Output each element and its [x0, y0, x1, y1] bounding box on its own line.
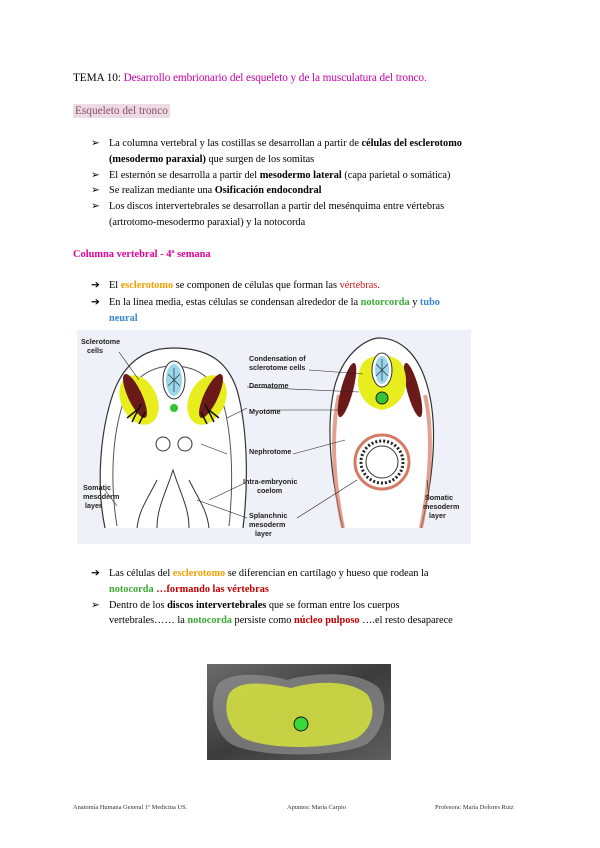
list-item [91, 168, 531, 184]
item-text: La columna vertebral y las costillas se desarrollan a partir de [109, 138, 362, 149]
item-text: y [409, 296, 420, 308]
term-esclerotomo: esclerotomo [172, 568, 226, 579]
list-item [91, 598, 531, 630]
item-text: ….el resto desaparece [359, 615, 453, 627]
term-tubo: tubo [419, 296, 440, 308]
left-notochord [170, 404, 178, 412]
item-bold: células del esclerotomo [361, 138, 462, 149]
item-text: (artrotomo-mesodermo paraxial) y la notocorda [109, 216, 306, 228]
list-item [91, 183, 531, 199]
term-esclerotomo: esclerotomo [120, 280, 174, 291]
item-text: Los discos intervertebrales se desarrollan a partir del mesénquima entre vértebras [109, 201, 445, 213]
term-neural: neural [109, 312, 138, 324]
left-neural-tube [163, 361, 185, 399]
item-bold: (mesodermo paraxial) [109, 153, 206, 165]
label-cells: cells [87, 346, 103, 355]
label-intra-embryonic: Intra-embryonic [243, 477, 298, 486]
footer-center: Apuntes: María Carpio [287, 804, 346, 811]
bullet-list-esqueleto [91, 136, 531, 231]
label-splanchnic-3: layer [255, 529, 272, 538]
label-splanchnic-2: mesoderm [249, 520, 286, 529]
right-notochord [376, 392, 388, 404]
item-bold: mesodermo lateral [259, 169, 342, 181]
list-item [91, 566, 531, 598]
label-somatic-left-1: Somatic [83, 483, 111, 492]
term-notocorda: notocorda [109, 583, 154, 595]
right-neural-tube [372, 353, 392, 387]
label-nephrotome: Nephrotome [249, 447, 292, 456]
section-heading-esqueleto: Esqueleto del tronco [75, 105, 168, 117]
item-text: se diferencian en cartílago y hueso que rodean la [225, 568, 429, 579]
title-text: Desarrollo embrionario del esqueleto y de la musculatura del tronco. [123, 72, 427, 84]
footer-left: Anatomía Humana General 1º Medicina US. [73, 804, 188, 811]
micrograph-sclerotome-highlight [226, 683, 372, 747]
label-somatic-right-2: mesoderm [423, 502, 460, 511]
bullet-list-columna [91, 278, 521, 327]
chevron-marker-icon: ➢ [91, 169, 100, 181]
list-item [91, 136, 531, 152]
item-text: persiste como [231, 615, 295, 627]
label-somatic-left-3: layer [85, 501, 102, 510]
term-formando-vertebras: …formando las vértebras [153, 583, 269, 595]
footer-right: Profesora: María Dolores Ruiz [435, 804, 514, 811]
item-text: El esternón se desarrolla a partir del [109, 169, 260, 181]
right-gut-ring [355, 435, 409, 489]
label-myotome: Myotome [249, 407, 281, 416]
embryo-cross-section-figure [77, 330, 471, 544]
label-somatic-right-3: layer [429, 511, 446, 520]
section-heading-columna: Columna vertebral - 4ª semana [73, 249, 211, 260]
label-dermatome: Dermatome [249, 381, 289, 390]
arrow-marker-icon: ➔ [91, 280, 100, 291]
term-discos-intervertebrales: discos intervertebrales [167, 599, 267, 611]
arrow-marker-icon: ➔ [91, 568, 100, 579]
item-text: El [109, 280, 121, 291]
item-text: (capa parietal o somática) [341, 169, 451, 181]
label-somatic-right-1: Somatic [425, 493, 453, 502]
label-splanchnic-1: Splanchnic [249, 511, 288, 520]
chevron-marker-icon: ➢ [91, 201, 100, 213]
item-bold: Osificación endocondral [214, 185, 322, 197]
label-condensation-2: sclerotome cells [249, 363, 306, 372]
chevron-marker-icon: ➢ [91, 599, 100, 611]
item-text: En la línea media, estas células se condensan alrededor de la [109, 296, 361, 308]
micrograph-notochord [294, 717, 308, 731]
term-nucleo-pulposo: núcleo pulposo [294, 615, 360, 627]
item-text: vertebrales…… la [109, 615, 188, 627]
term-vertebras: vértebras. [339, 280, 380, 291]
list-item [91, 215, 531, 231]
list-item [91, 295, 521, 327]
page-title [73, 72, 427, 84]
list-item [91, 152, 531, 168]
arrow-marker-icon: ➔ [91, 296, 100, 308]
chevron-marker-icon: ➢ [91, 138, 100, 149]
item-text: que se forman entre los cuerpos [266, 599, 400, 611]
bullet-list-diferenciacion [91, 566, 531, 629]
term-notorcorda: notorcorda [360, 296, 410, 308]
label-coelom: coelom [257, 486, 283, 495]
item-text: que surgen de los somitas [205, 153, 315, 165]
title-prefix: TEMA 10: [73, 72, 124, 84]
list-item [91, 278, 521, 294]
item-text: se componen de células que forman las [173, 280, 340, 291]
item-text: Las células del [109, 568, 173, 579]
label-sclerotome: Sclerotome [81, 337, 121, 346]
item-text: Dentro de los [109, 599, 168, 611]
term-notocorda: notocorda [187, 615, 232, 627]
chevron-marker-icon: ➢ [91, 185, 100, 197]
label-condensation-1: Condensation of [249, 354, 306, 363]
list-item [91, 199, 531, 215]
vertebra-micrograph [207, 664, 391, 760]
label-somatic-left-2: mesoderm [83, 492, 120, 501]
item-text: Se realizan mediante una [109, 185, 215, 197]
